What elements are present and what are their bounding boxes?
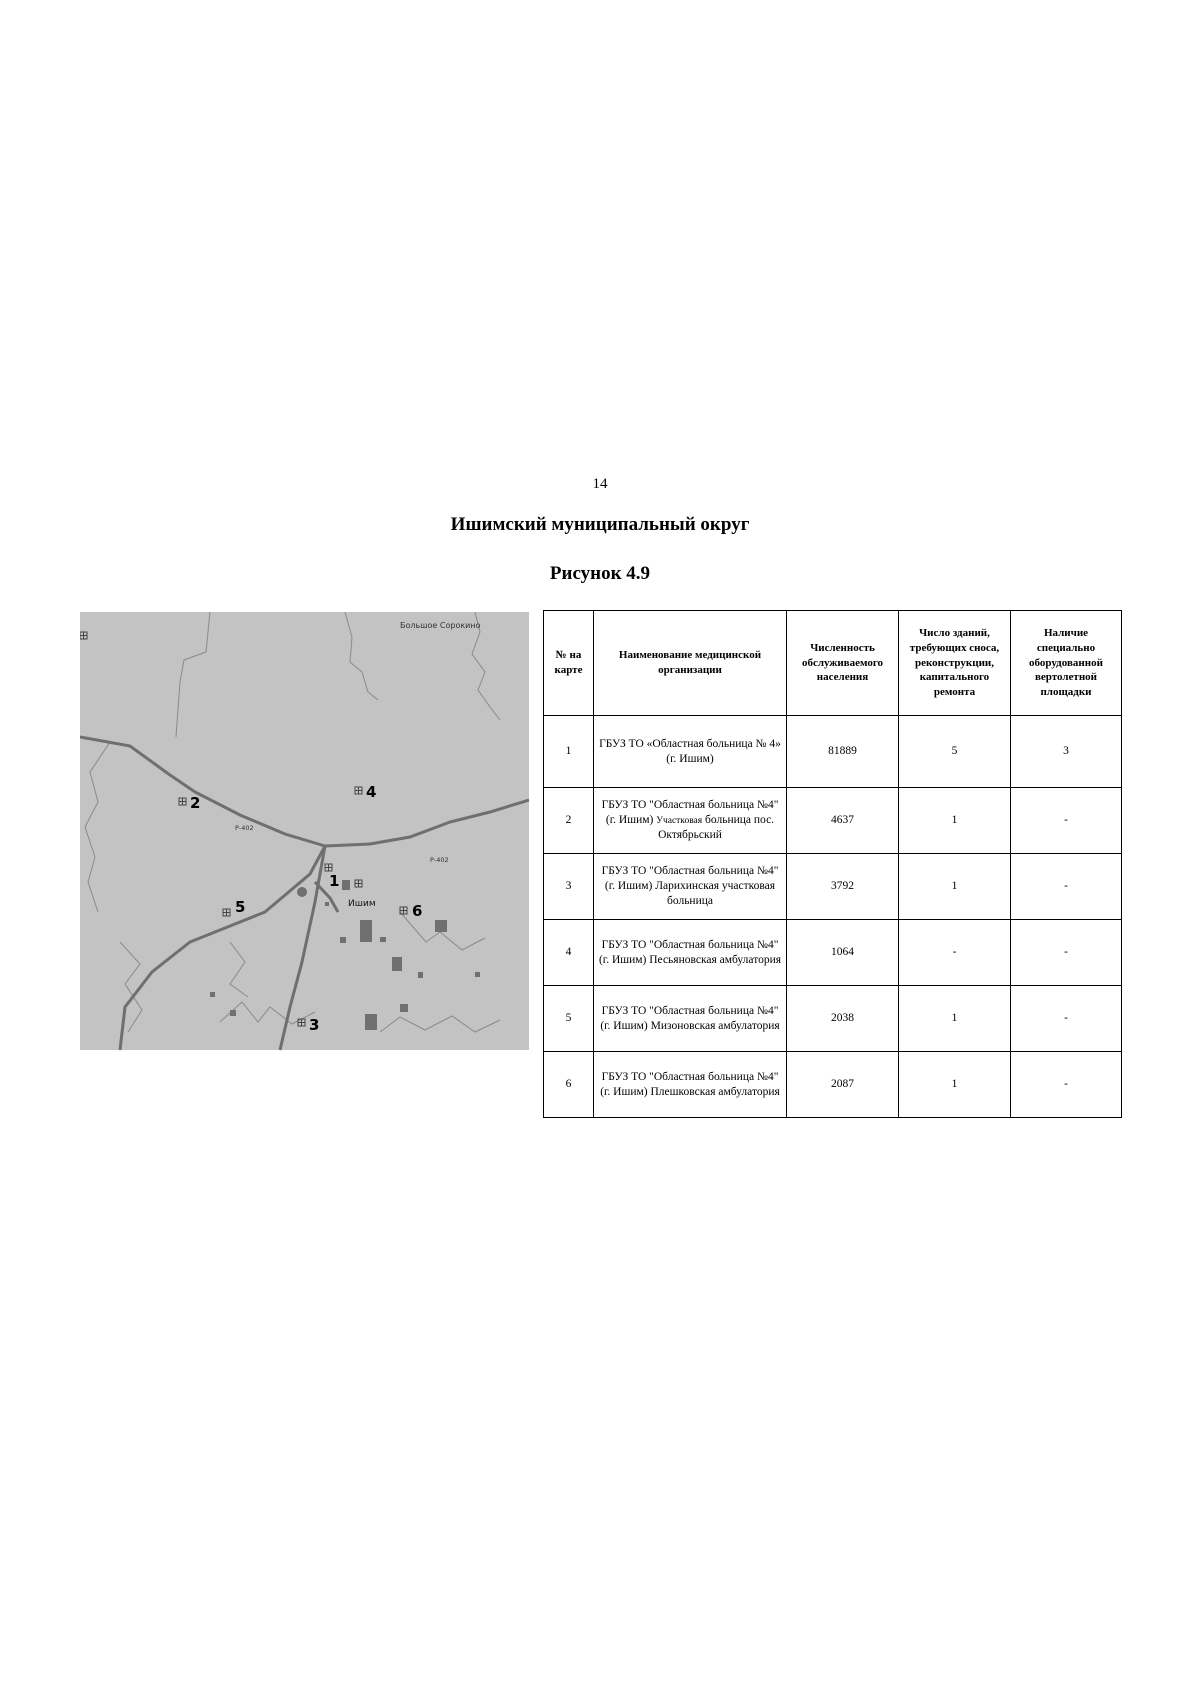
cell-population: 4637	[787, 788, 899, 854]
header-map-number: № на карте	[544, 611, 594, 716]
cell-population: 1064	[787, 920, 899, 986]
cell-heliport: -	[1011, 788, 1122, 854]
cell-population: 81889	[787, 716, 899, 788]
map-blank-strip	[80, 1050, 529, 1064]
cell-buildings: 1	[899, 854, 1011, 920]
marker-number-3: 3	[309, 1016, 320, 1034]
cell-num: 6	[544, 1052, 594, 1118]
cell-buildings: 1	[899, 986, 1011, 1052]
cell-heliport: -	[1011, 986, 1122, 1052]
cell-name: ГБУЗ ТО "Областная больница №4" (г. Ишим) Мизоновская амбулатория	[594, 986, 787, 1052]
cell-population: 2087	[787, 1052, 899, 1118]
marker-number-5: 5	[235, 898, 246, 916]
city-blocks	[210, 880, 480, 1030]
road-label-west: Р-402	[235, 824, 254, 832]
header-heliport: Наличие специально оборудованной вертолетной площадки	[1011, 611, 1122, 716]
table-row	[544, 716, 1122, 788]
road-label-east: Р-402	[430, 856, 449, 864]
marker-number-6: 6	[412, 902, 423, 920]
table-row	[544, 1052, 1122, 1118]
cell-heliport: -	[1011, 854, 1122, 920]
cell-name-tail: больница пос. Октябрьский	[658, 814, 775, 841]
cell-heliport: -	[1011, 920, 1122, 986]
cell-name	[594, 788, 787, 854]
cell-buildings: -	[899, 920, 1011, 986]
marker-number-1: 1	[329, 872, 340, 890]
cell-num: 3	[544, 854, 594, 920]
table-header-row	[544, 611, 1122, 716]
table-row	[544, 788, 1122, 854]
cell-buildings: 1	[899, 1052, 1011, 1118]
cell-population: 2038	[787, 986, 899, 1052]
cell-heliport: -	[1011, 1052, 1122, 1118]
cell-buildings: 1	[899, 788, 1011, 854]
table-row	[544, 986, 1122, 1052]
header-organization: Наименование медицинской организации	[594, 611, 787, 716]
cell-name-main: ГБУЗ ТО "Областная больница №4" (г. Ишим)	[601, 799, 779, 827]
table-row	[544, 920, 1122, 986]
map-drawing	[80, 612, 529, 1064]
cell-name: ГБУЗ ТО «Областная больница № 4» (г. Ишим)	[594, 716, 787, 788]
cell-name: ГБУЗ ТО "Областная больница №4" (г. Ишим) Ларихинская участковая больница	[594, 854, 787, 920]
city-label: Ишим	[348, 899, 376, 909]
figure-caption: Рисунок 4.9	[549, 563, 651, 584]
cell-name: ГБУЗ ТО "Областная больница №4" (г. Ишим) Песьяновская амбулатория	[594, 920, 787, 986]
page-title: Ишимский муниципальный округ	[450, 514, 750, 535]
cell-heliport: 3	[1011, 716, 1122, 788]
marker-number-4: 4	[366, 783, 377, 801]
cell-num: 4	[544, 920, 594, 986]
cell-name: ГБУЗ ТО "Областная больница №4" (г. Ишим) Плешковская амбулатория	[594, 1052, 787, 1118]
cell-name-small: Участковая	[656, 816, 703, 827]
header-population: Численность обслуживаемого населения	[787, 611, 899, 716]
cell-num: 5	[544, 986, 594, 1052]
cell-num: 1	[544, 716, 594, 788]
hospital-table	[543, 610, 1122, 1118]
cell-buildings: 5	[899, 716, 1011, 788]
cell-num: 2	[544, 788, 594, 854]
page-number: 14	[592, 476, 608, 492]
district-map	[80, 612, 529, 1064]
cell-population: 3792	[787, 854, 899, 920]
marker-number-2: 2	[190, 794, 201, 812]
district-boundaries	[85, 612, 500, 1032]
table-row	[544, 854, 1122, 920]
village-label: Большое Сорокино	[400, 621, 481, 630]
header-buildings: Число зданий, требующих сноса, реконструкции, капитального ремонта	[899, 611, 1011, 716]
